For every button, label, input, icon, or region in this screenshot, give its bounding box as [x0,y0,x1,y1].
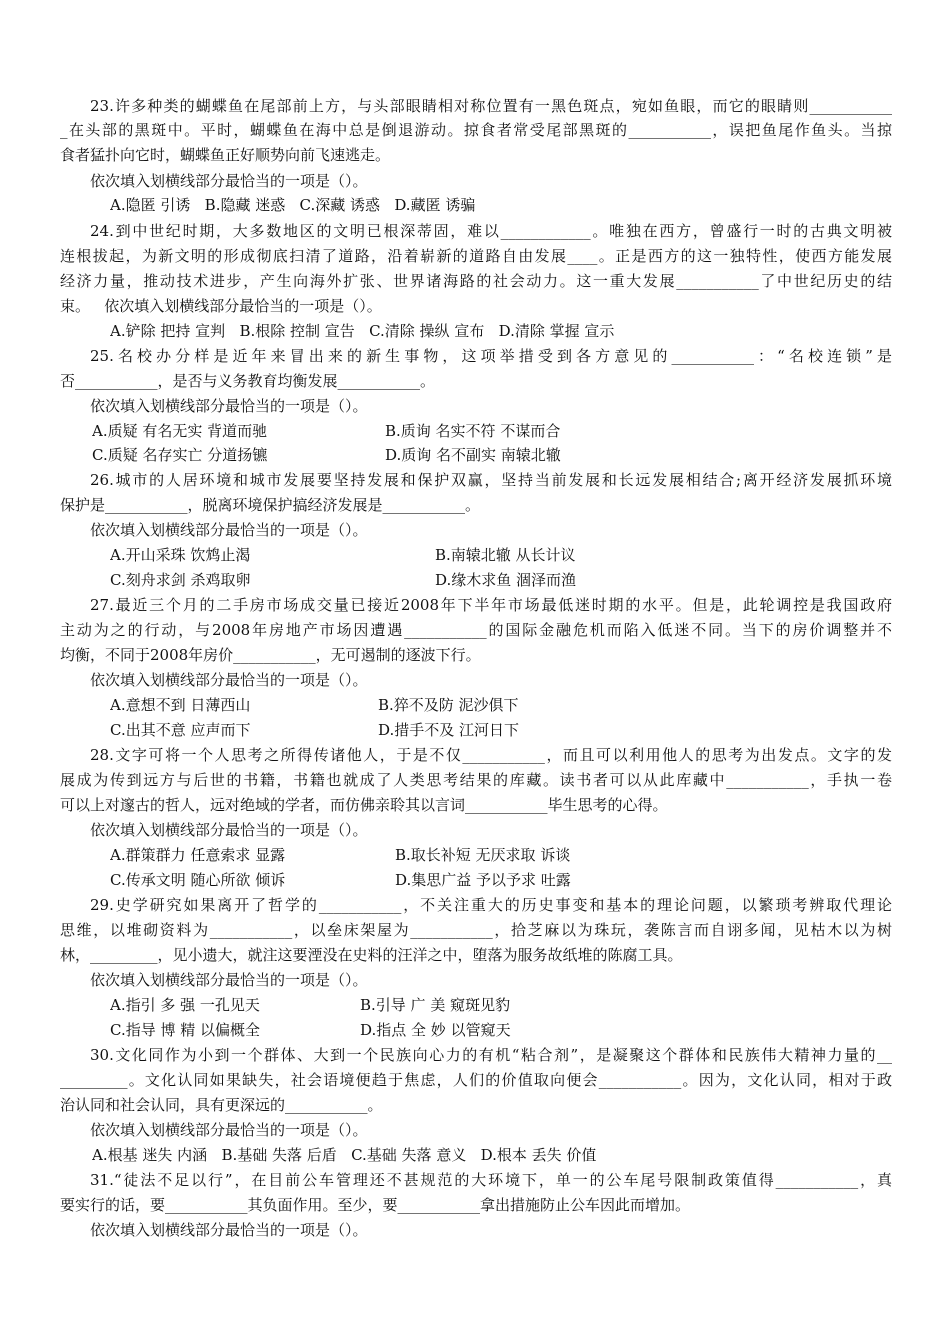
q29-line-1: 29.史学研究如果离开了哲学的___________，不关注重大的历史事变和基本的理论问题，以繁琐考辨取代理论 [90,896,892,914]
q28-options-row-1 [110,846,892,864]
q28-option-a: A.群策群力 任意索求 显露 [110,846,286,864]
q31-prompt: 依次填入划横线部分最恰当的一项是（）。 [90,1221,368,1239]
q25-option-b: B.质询 名实不符 不谋而合 [385,422,561,440]
q30-line-2: _________。文化认同如果缺失，社会语境便趋于焦虑，人们的价值取向便会___________。因为，文化认同，相对于政 [60,1071,892,1089]
q28-options-row-2 [110,871,892,889]
q31-line-1: 31.“徒法不足以行”，在目前公车管理还不甚规范的大环境下，单一的公车尾号限制政策值得___________，真 [90,1171,892,1189]
q28-option-b: B.取长补短 无厌求取 诉谈 [395,846,571,864]
q30-prompt: 依次填入划横线部分最恰当的一项是（）。 [90,1121,368,1139]
q29-options-row-2 [110,1021,892,1039]
q25-line-1: 25.名校办分样是近年来冒出来的新生事物，这项举措受到各方意见的___________：“名校连锁”是 [90,347,892,365]
q30-line-3: 治认同和社会认同，具有更深远的___________。 [60,1096,383,1114]
q29-option-b: B.引导 广 美 窥斑见豹 [360,996,511,1014]
q28-line-1: 28.文字可将一个人思考之所得传诸他人，于是不仅___________，而且可以利用他人的思考为出发点。文字的发 [90,746,892,764]
q26-options-row-1 [110,546,892,564]
q24-line-3: 经济力量，推动技术进步，产生向海外扩张、世界诸海路的社会动力。这一重大发展___________了中世纪历史的结 [60,272,892,290]
q23-line-3: 食者猛扑向它时，蝴蝶鱼正好顺势向前飞速逃走。 [60,146,391,164]
q25-option-c: C.质疑 名存实亡 分道扬镳 [92,446,268,464]
q27-line-1: 27.最近三个月的二手房市场成交量已接近2008年下半年市场最低迷时期的水平。但是，此轮调控是我国政府 [90,596,892,614]
q28-option-c: C.传承文明 随心所欲 倾诉 [110,871,286,889]
q30-options: A.根基 迷失 内涵 B.基础 失落 后盾 C.基础 失落 意义 D.根本 丢失 价值 [92,1146,597,1164]
q24-line-4: 束。 依次填入划横线部分最恰当的一项是（）。 [60,297,382,315]
q29-option-d: D.指点 全 妙 以管窥天 [360,1021,511,1039]
q26-option-c: C.刻舟求剑 杀鸡取卵 [110,571,251,589]
q28-prompt: 依次填入划横线部分最恰当的一项是（）。 [90,821,368,839]
q25-options-row-2 [92,446,892,464]
q26-prompt: 依次填入划横线部分最恰当的一项是（）。 [90,521,368,539]
q23-options: A.隐匿 引诱 B.隐藏 迷惑 C.深藏 诱惑 D.藏匿 诱骗 [110,196,476,214]
q28-line-2: 展成为传到远方与后世的书籍，书籍也就成了人类思考结果的库藏。读书者可以从此库藏中___________，手执一卷 [60,771,892,789]
q28-option-d: D.集思广益 予以予求 吐露 [395,871,571,889]
q24-options: A.铲除 把持 宣判 B.根除 控制 宣告 C.清除 操纵 宣布 D.清除 掌握 宣示 [110,322,615,340]
q24-line-1: 24.到中世纪时期，大多数地区的文明已根深蒂固，难以____________。唯独在西方，曾盛行一时的古典文明被 [90,222,892,240]
q27-option-b: B.猝不及防 泥沙俱下 [378,696,519,714]
q23-line-1: 23.许多种类的蝴蝶鱼在尾部前上方，与头部眼睛相对称位置有一黑色斑点，宛如鱼眼，而它的眼睛则___________ [90,97,892,115]
q27-prompt: 依次填入划横线部分最恰当的一项是（）。 [90,671,368,689]
q26-options-row-2 [110,571,892,589]
q26-option-b: B.南辕北辙 从长计议 [435,546,576,564]
q26-option-d: D.缘木求鱼 涸泽而渔 [435,571,577,589]
q31-line-2: 要实行的话，要___________其负面作用。至少，要___________拿出措施防止公车因此而增加。 [60,1196,691,1214]
q25-options-row-1 [92,422,892,440]
q29-line-3: 林，_________，见小遗大，就注这要湮没在史料的汪洋之中，堕落为服务故纸堆的陈腐工具。 [60,946,683,964]
q25-prompt: 依次填入划横线部分最恰当的一项是（）。 [90,397,368,415]
q27-options-row-1 [110,696,892,714]
q24-line-2: 连根拔起，为新文明的形成彻底扫清了道路，沿着崭新的道路自由发展____。正是西方的这一独特性，使西方能发展 [60,247,892,265]
q26-line-1: 26.城市的人居环境和城市发展要坚持发展和保护双赢，坚持当前发展和长远发展相结合;离开经济发展抓环境 [90,471,892,489]
q27-option-c: C.出其不意 应声而下 [110,721,251,739]
q25-line-2: 否___________，是否与义务教育均衡发展___________。 [60,372,436,390]
q29-prompt: 依次填入划横线部分最恰当的一项是（）。 [90,971,368,989]
q29-option-a: A.指引 多 强 一孔见天 [110,996,260,1014]
q27-option-a: A.意想不到 日薄西山 [110,696,251,714]
q28-line-3: 可以上对邃古的哲人，远对绝域的学者，而仿佛亲聆其以言词___________毕生思考的心得。 [60,796,668,814]
q30-line-1: 30.文化同作为小到一个群体、大到一个民族向心力的有机“粘合剂”，是凝聚这个群体和民族伟大精神力量的__ [90,1046,892,1064]
q23-line-2: _在头部的黑斑中。平时，蝴蝶鱼在海中总是倒退游动。掠食者常受尾部黑斑的___________，误把鱼尾作鱼头。当掠 [60,121,892,139]
q27-line-3: 均衡，不同于2008年房价___________，无可遏制的逐波下行。 [60,646,481,664]
q23-prompt: 依次填入划横线部分最恰当的一项是（）。 [90,172,368,190]
q25-option-d: D.质询 名不副实 南辕北辙 [385,446,561,464]
q25-option-a: A.质疑 有名无实 背道而驰 [92,422,268,440]
q29-option-c: C.指导 博 精 以偏概全 [110,1021,261,1039]
q27-option-d: D.措手不及 江河日下 [378,721,520,739]
q26-option-a: A.开山采珠 饮鸩止渴 [110,546,251,564]
q29-line-2: 思维，以堆砌资料为___________，以垒床架屋为___________，拾芝麻以为珠玩，袭陈言而自诩多闻，见枯木以为树 [60,921,892,939]
q27-options-row-2 [110,721,892,739]
q26-line-2: 保护是___________，脱离环境保护搞经济发展是___________。 [60,496,481,514]
q27-line-2: 主动为之的行动，与2008年房地产市场因遭遇___________的国际金融危机而陷入低迷不同。当下的房价调整并不 [60,621,892,639]
q29-options-row-1 [110,996,892,1014]
